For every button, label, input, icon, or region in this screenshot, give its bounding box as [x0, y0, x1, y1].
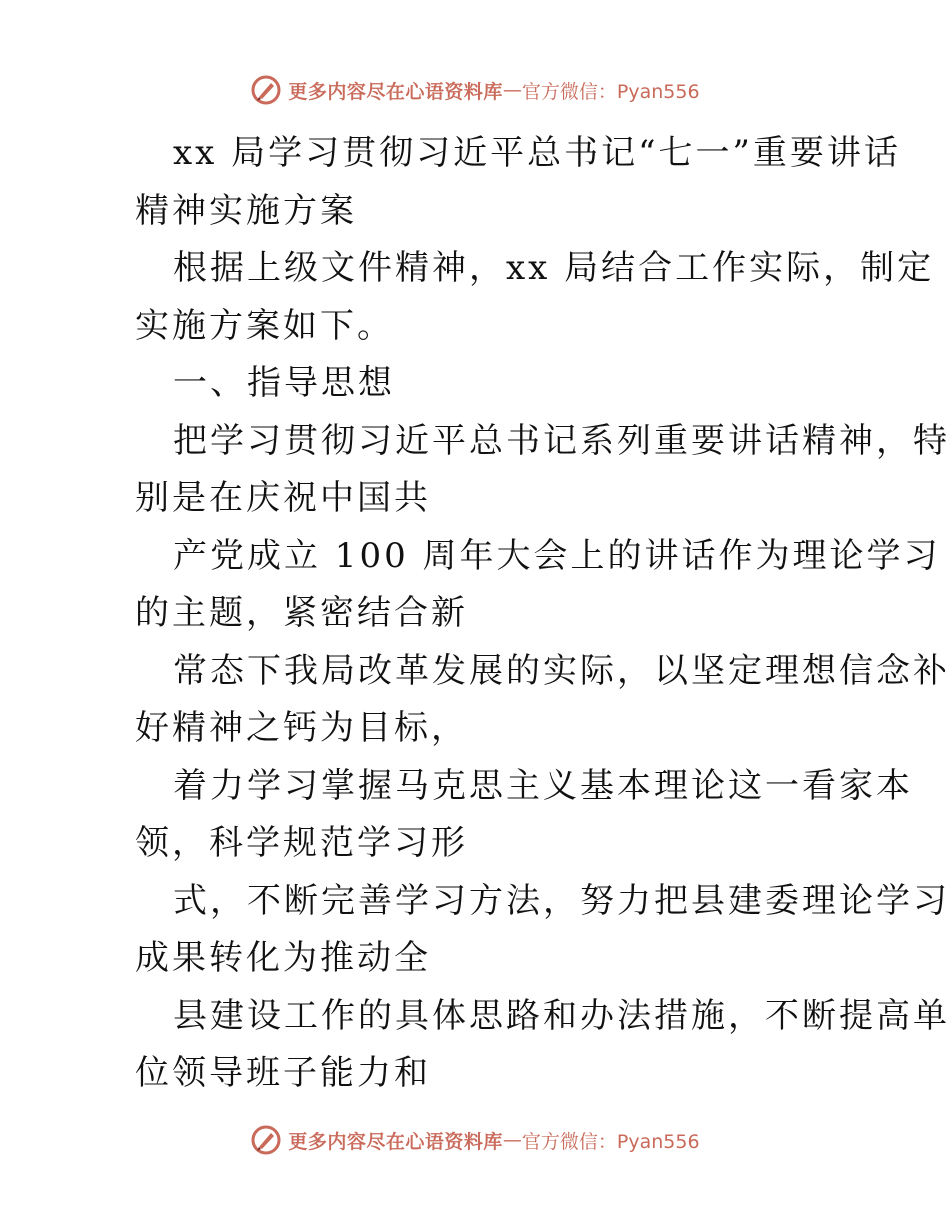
document-body	[97, 125, 950, 1103]
pen-logo-icon	[250, 74, 282, 106]
body-line: 好精神之钙为目标，	[135, 708, 468, 748]
body-line: 成果转化为推动全	[135, 938, 431, 978]
banner-wechat-text: 官方微信：Pyan556	[521, 1130, 700, 1153]
banner-separator: —	[502, 79, 522, 101]
body-line: 的主题，紧密结合新	[135, 593, 468, 633]
body-line: 领，科学规范学习形	[135, 823, 468, 863]
body-line: 别是在庆祝中国共	[135, 478, 431, 518]
intro-line-1: 根据上级文件精神，xx 局结合工作实际，制定	[173, 248, 935, 288]
header-banner	[0, 70, 950, 110]
body-line: 把学习贯彻习近平总书记系列重要讲话精神，特	[173, 420, 950, 461]
body-line: 常态下我局改革发展的实际，以坚定理想信念补	[173, 650, 950, 691]
intro-line-2: 实施方案如下。	[135, 305, 394, 346]
footer-banner	[0, 1120, 950, 1160]
body-line: 县建设工作的具体思路和办法措施，不断提高单	[173, 995, 950, 1036]
banner-separator: —	[502, 1129, 522, 1151]
body-line: 着力学习掌握马克思主义基本理论这一看家本	[173, 765, 913, 806]
section-heading: 一、指导思想	[173, 363, 395, 403]
body-line: 式，不断完善学习方法，努力把县建委理论学习	[173, 880, 950, 921]
body-line: 产党成立 100 周年大会上的讲话作为理论学习	[173, 535, 941, 576]
pen-logo-icon	[250, 1124, 282, 1156]
banner-main-text: 更多内容尽在心语资料库	[288, 80, 503, 103]
banner-main-text: 更多内容尽在心语资料库	[288, 1130, 503, 1153]
banner-wechat-text: 官方微信：Pyan556	[521, 80, 700, 103]
body-line: 位领导班子能力和	[135, 1053, 431, 1093]
title-line-2: 精神实施方案	[135, 190, 357, 231]
title-line-1: xx 局学习贯彻习近平总书记“七一”重要讲话	[173, 133, 901, 173]
